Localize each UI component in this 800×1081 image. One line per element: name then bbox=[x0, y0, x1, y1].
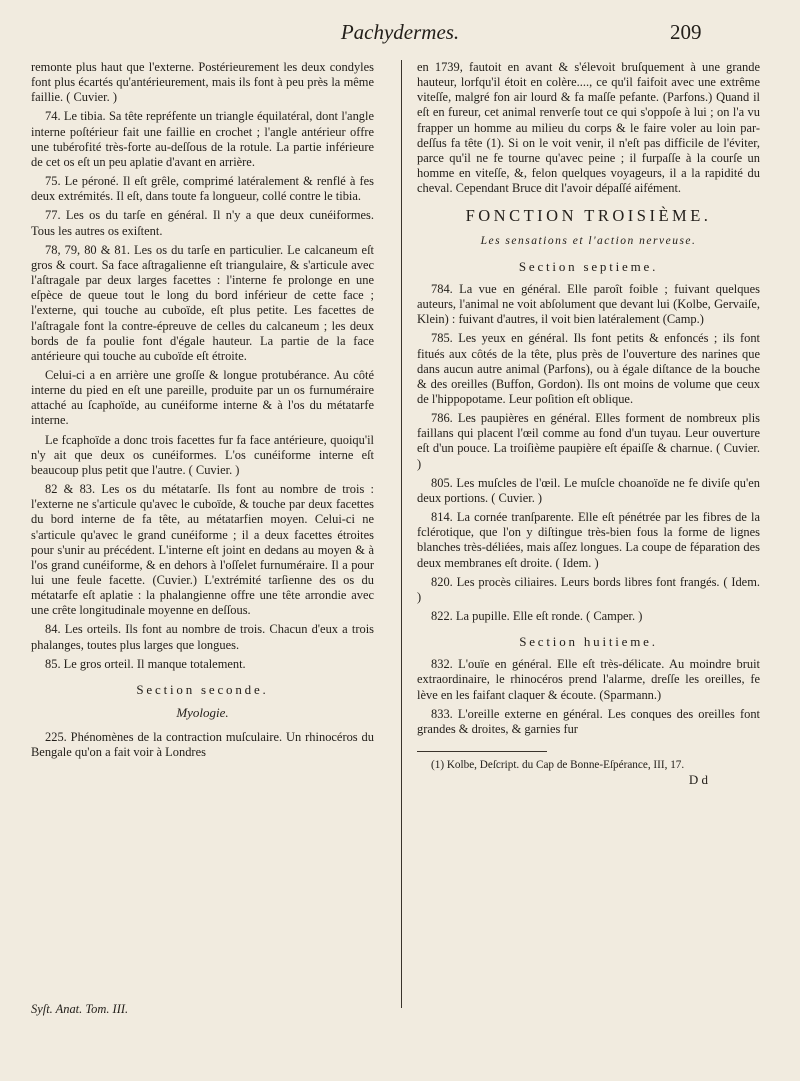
footnote: (1) Kolbe, Deſcript. du Cap de Bonne-Eſpérance, III, 17. bbox=[431, 759, 685, 772]
paragraph-78: 78, 79, 80 & 81. Les os du tarſe en particulier. Le calcaneum eſt gros & court. Sa face aſtragalienne eſt triangulaire, & s'articule avec l'aſtragale par deux larges facettes : l'interne fe prolonge en une eſpèce de queue tout le long du bord inférieur de cette face ; l'externe, qui touche au cuboïde, eſt plus petite. Les facettes de l'aſtragale font la contre-épreuve de celles du calcaneum ; les deux bords de fa poulie font d'égale hauteur. La partie de la face antérieure qui touche au cuboïde eſt étroite. bbox=[31, 242, 374, 363]
volume-signature: Syſt. Anat. Tom. III. bbox=[31, 1002, 129, 1016]
section-heading-seconde: Section seconde. bbox=[136, 681, 269, 697]
section-heading-septieme: Section septieme. bbox=[518, 258, 659, 274]
paragraph-786: 786. Les paupières en général. Elles forment de nombreux plis faillans qui placent l'œil comme au fond d'un tuyau. Leur ouverture eſt d'un pouce. La troiſième paupière eſt épaiſſe & charnue. ( Cuvier. ) bbox=[417, 411, 760, 471]
paragraph-805: 805. Les muſcles de l'œil. Le muſcle choanoïde ne fe diviſe qu'en deux portions. ( Cuvier. ) bbox=[417, 475, 760, 505]
paragraph-77: 77. Les os du tarſe en général. Il n'y a que deux cunéiformes. Tous les autres os exiſtent. bbox=[31, 208, 374, 238]
paragraph-820: 820. Les procès ciliaires. Leurs bords libres font frangés. ( Idem. ) bbox=[417, 574, 760, 604]
paragraph-833: 833. L'oreille externe en général. Les conques des oreilles font grandes & droites, & garnies fur bbox=[417, 706, 760, 736]
heading-sensations: Les sensations et l'action nerveuse. bbox=[480, 234, 697, 247]
paragraph-82: 82 & 83. Les os du métatarſe. Ils font au nombre de trois : l'externe ne s'articule qu'avec le cuboïde, & touche par deux facettes du bord interne de fa tête, au métatarfien moyen. Celui-ci ne s'articule qu'avec le grand cunéiforme ; il a deux facettes étroites pour s'unir au précédent. L'interne eſt joint en dedans au moyen & à l'os grand cunéiforme, & en dehors à l'oſſelet furnuméraire. Il a pour lui une feule facette. (Cuvier.) L'extrémité tarſienne des os du métatarfe eſt aplatie : la phalangienne offre une tête arrondie avec une crête longitudinale moyenne en deſſous. bbox=[31, 482, 374, 618]
subheading-myologie: Myologie. bbox=[176, 705, 229, 721]
gathering-signature: D d bbox=[688, 772, 708, 788]
footnote-rule bbox=[417, 751, 547, 752]
left-column bbox=[31, 60, 374, 765]
paragraph-74: 74. Le tibia. Sa tête repréfente un triangle équilatéral, dont l'angle interne poſtérieur fait une faillie en crochet ; l'angle antérieur offre une tubérofité très-forte au-deſſous de la rotule. La partie inférieure de cet os eſt un peu aplatie d'avant en arrière. bbox=[31, 109, 374, 169]
paragraph-78-c: Le fcaphoïde a donc trois facettes fur fa face antérieure, quoiqu'il n'y ait que deux os cunéiformes. L'os cunéiforme interne eſt beaucoup plus petit que l'autre. ( Cuvier. ) bbox=[31, 432, 374, 477]
paragraph-784: 784. La vue en général. Elle paroît foible ; fuivant quelques auteurs, l'animal ne voit abſolument que devant lui (Kolbe, Gervaiſe, Klein) : fuivant d'autres, il voit bien latéralement (Camp.) bbox=[417, 281, 760, 327]
paragraph-832: 832. L'ouïe en général. Elle eſt très-délicate. Au moindre bruit extraordinaire, le rhinocéros prend l'alarme, dreſſe les oreilles, fe lève en les faifant claquer & écoute. (Sparmann.) bbox=[417, 657, 760, 702]
running-title: Pachydermes. bbox=[340, 20, 460, 44]
paragraph-78-b: Celui-ci a en arrière une groſſe & longue protubérance. Au côté interne du pied en eſt une pareille, produite par un os furnuméraire attaché au ſcaphoïde, au cunéiforme interne & à l'os du métatarfe interne. bbox=[31, 367, 374, 428]
paragraph-75: 75. Le péroné. Il eſt grêle, comprimé latéralement & renflé à fes deux extrémités. Il eſt, dans toute fa longueur, collé contre le tibia. bbox=[31, 174, 374, 204]
paragraph-814: 814. La cornée tranſparente. Elle eſt pénétrée par les fibres de la fclérotique, que l'on y diſtingue très-bien fous la forme de lignes blanches très-déliées, mais aſſez longues. La coupe de féparation des deux membranes eſt droite. ( Idem. ) bbox=[417, 510, 760, 570]
paragraph-785: 785. Les yeux en général. Ils font petits & enfoncés ; ils font fitués aux côtés de la tête, plus près de l'ouverture des narines que dans aucun autre animal (Parfons), ou à égale diſtance de la bouche & des oreilles (Buffon, Gordon). Ils ont moins de volume que ceux de l'hippopotame. Leur poſition eſt oblique. bbox=[417, 331, 760, 406]
heading-fonction-troisieme: FONCTION TROISIÈME. bbox=[465, 206, 712, 226]
paragraph-822: 822. La pupille. Elle eſt ronde. ( Camper. ) bbox=[431, 609, 643, 623]
right-column bbox=[417, 60, 760, 787]
paragraph-84: 84. Les orteils. Ils font au nombre de trois. Chacun d'eux a trois phalanges, toutes plus larges que longues. bbox=[31, 622, 374, 652]
paragraph-85: 85. Le gros orteil. Il manque totalement. bbox=[45, 656, 246, 671]
column-divider bbox=[401, 60, 402, 1008]
paragraph-225: 225. Phénomènes de la contraction muſculaire. Un rhinocéros du Bengale qu'on a fait voir à Londres bbox=[31, 730, 374, 760]
paragraph-continuation-right: en 1739, fautoit en avant & s'élevoit bruſquement à une grande hauteur, lorfqu'il étoit en colère...., ce qu'il faifoit avec une extrême viteſſe, malgré fon air lourd & fa maſſe pefante. (Parfons.) Quand il eſt en fureur, cet animal renverſe tout ce qui s'oppoſe à lui ; on l'a vu frapper un homme au milieu du corps & le faire voler au loin par-deſſus fa tête (1). Si on le voit venir, il n'eſt pas difficile de l'éviter, parce qu'il ne fe tourne qu'avec peine ; il furpaſſe à la courſe un homme en viteſſe, &, felon quelques voyageurs, il a la rapidité du cheval. Cependant Bruce dit l'avoir dépaſſé aifément. bbox=[417, 60, 760, 196]
page-number: 209 bbox=[670, 20, 702, 44]
paragraph-continuation: remonte plus haut que l'externe. Postérieurement les deux condyles font plus écartés qu'antérieurement, mais ils font à peu près la même faillie. ( Cuvier. ) bbox=[31, 60, 374, 105]
section-heading-huitieme: Section huitieme. bbox=[519, 634, 658, 650]
